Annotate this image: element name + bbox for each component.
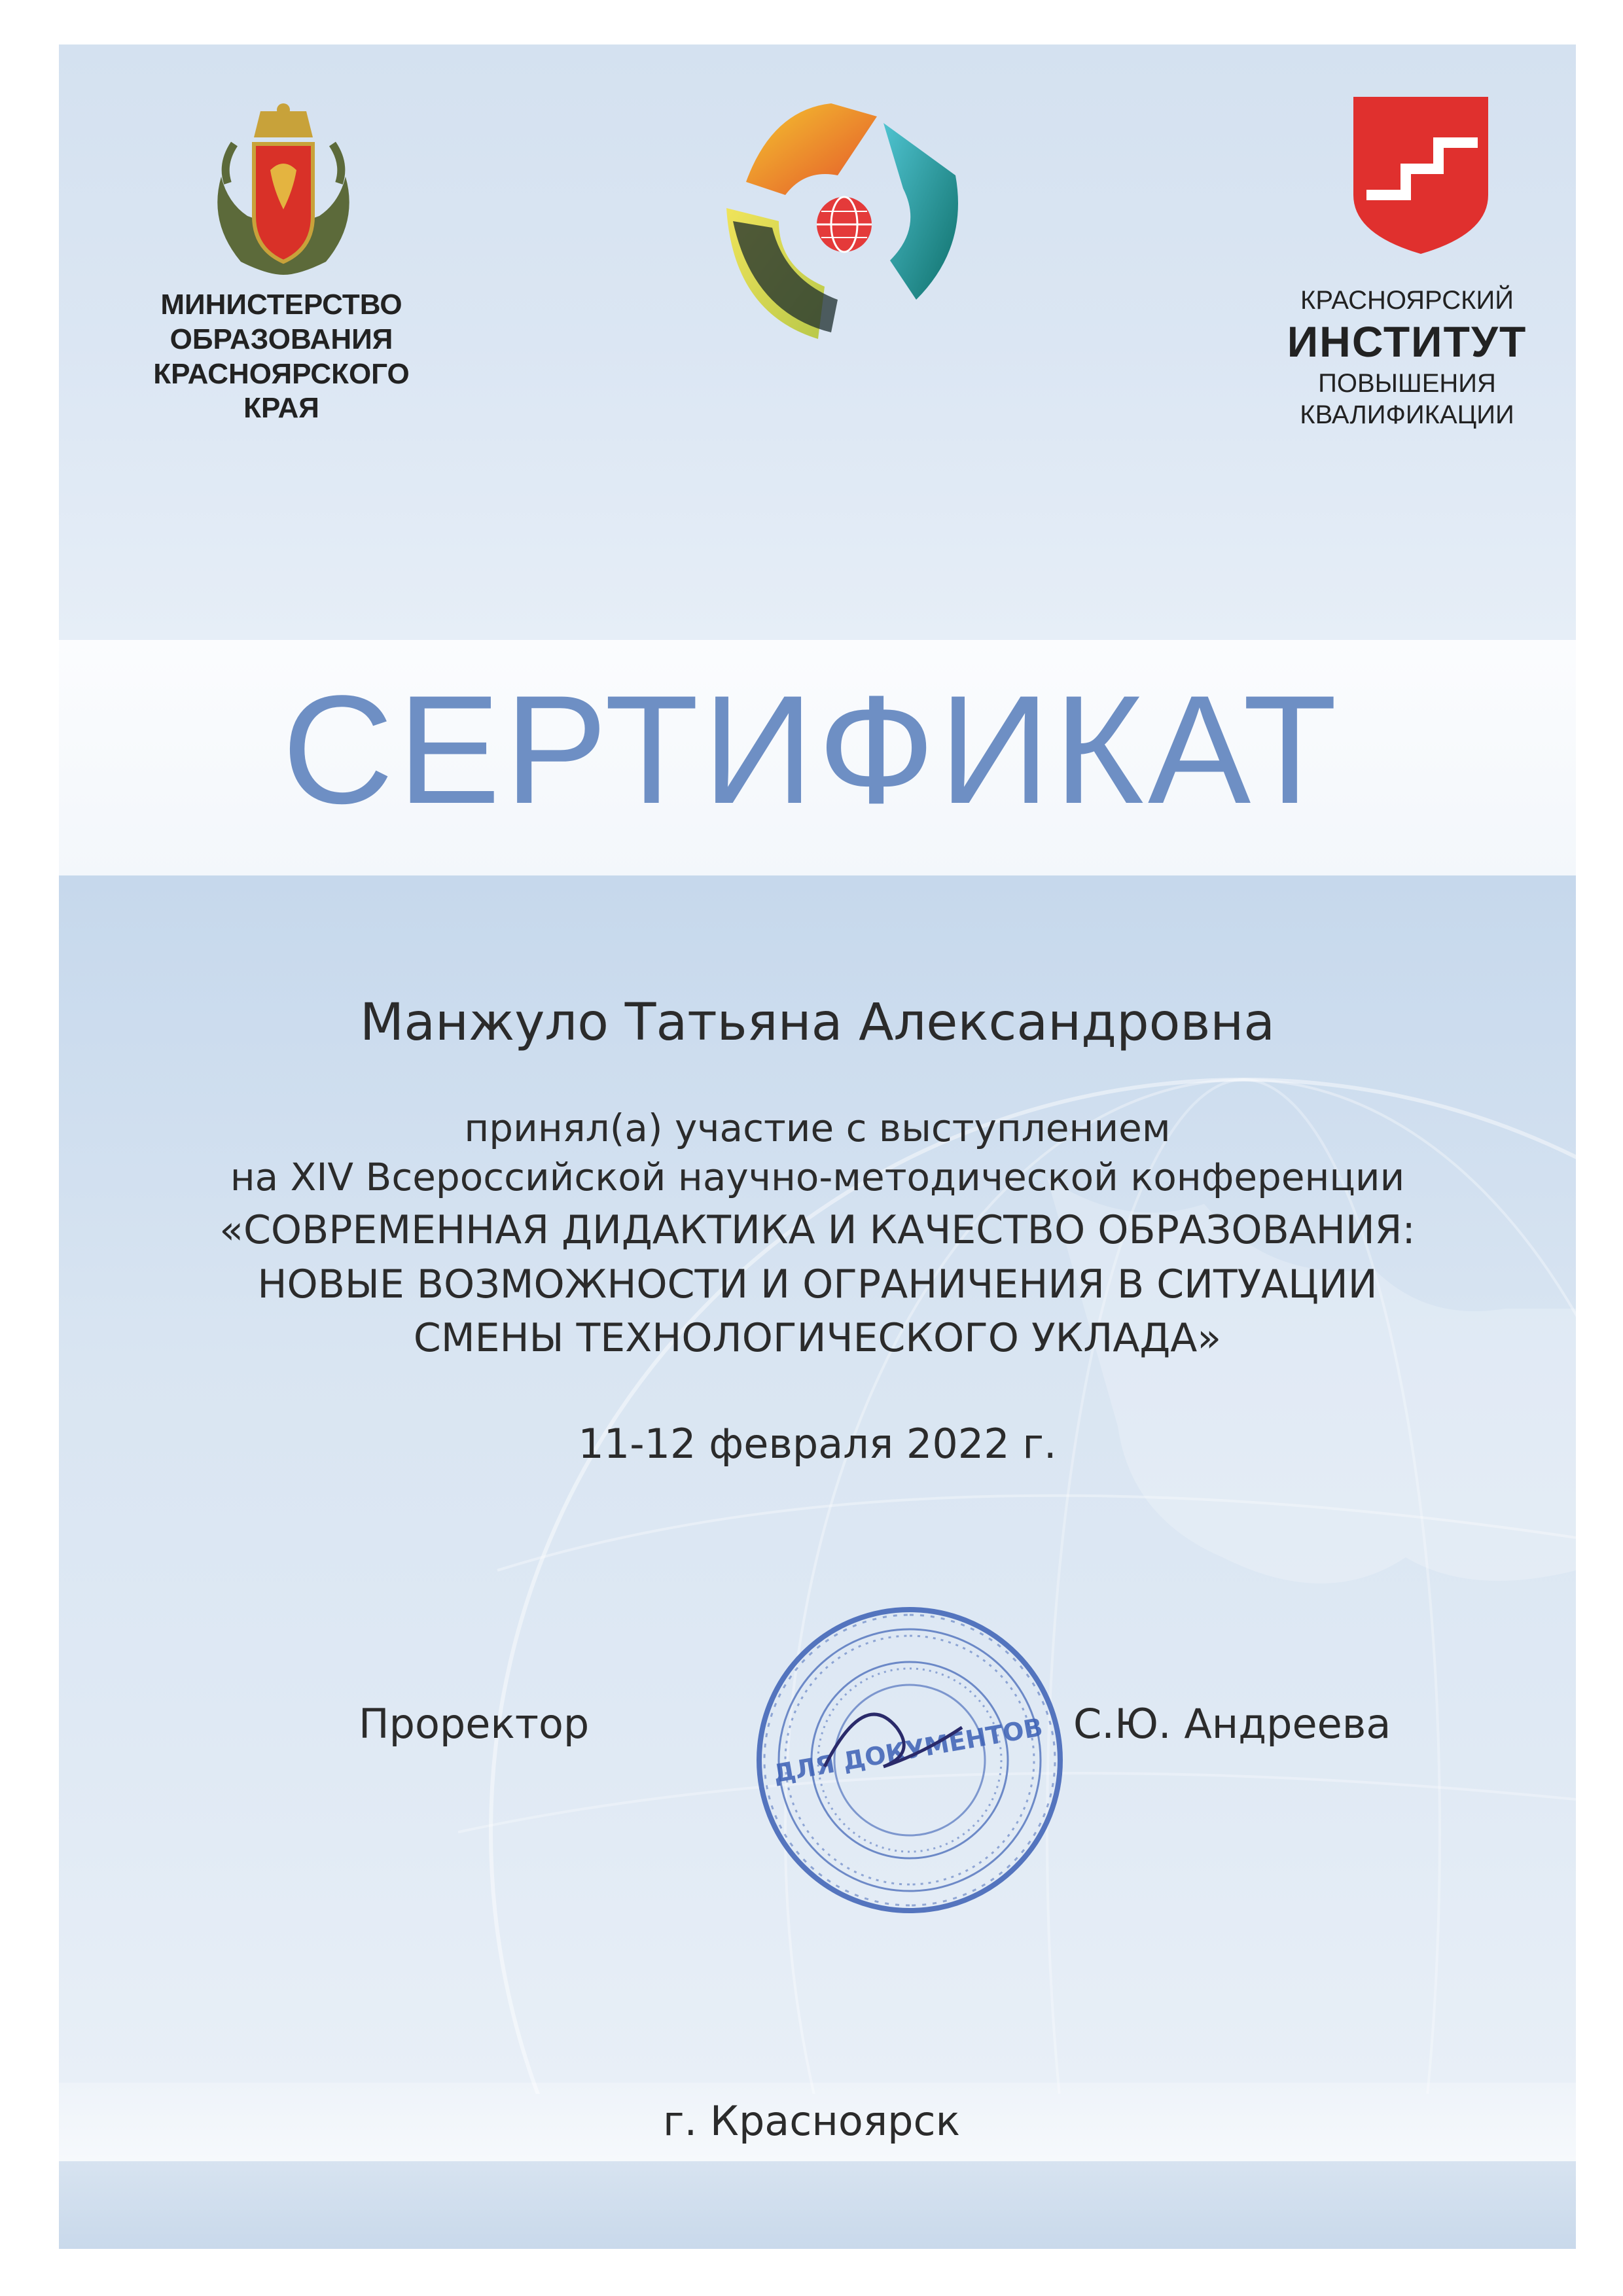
city-label: г. Красноярск [662, 2097, 961, 2145]
institute-title [1237, 285, 1577, 431]
ministry-line-1: МИНИСТЕРСТВО [160, 289, 402, 321]
bottom-band [59, 2161, 1576, 2249]
conference-line: на XIV Всероссийской научно-методической конференции [230, 1155, 1405, 1199]
participation-line: принял(а) участие с выступлением [464, 1106, 1171, 1150]
theme-line-2: НОВЫЕ ВОЗМОЖНОСТИ И ОГРАНИЧЕНИЯ В СИТУАЦИИ [257, 1262, 1378, 1307]
recipient-name: Манжуло Татьяна Александровна [359, 993, 1275, 1052]
conference-date: 11-12 февраля 2022 г. [578, 1420, 1057, 1468]
institute-line-2: ИНСТИТУТ [1287, 317, 1527, 366]
official-stamp [746, 1597, 1073, 1924]
institute-line-1: КРАСНОЯРСКИЙ [1300, 286, 1514, 315]
institute-shield-icon [1353, 97, 1488, 254]
conference-logo-icon [720, 97, 969, 345]
theme-line-3: СМЕНЫ ТЕХНОЛОГИЧЕСКОГО УКЛАДА» [413, 1315, 1222, 1361]
signatory-name: С.Ю. Андреева [1073, 1700, 1391, 1748]
certificate-title: СЕРТИФИКАТ [281, 663, 1342, 836]
ministry-line-4: КРАЯ [243, 392, 319, 425]
institute-line-3: ПОВЫШЕНИЯ [1318, 369, 1496, 398]
ministry-line-2: ОБРАЗОВАНИЯ [169, 323, 393, 355]
signatory-role: Проректор [359, 1700, 590, 1748]
ministry-line-3: КРАСНОЯРСКОГО [153, 357, 410, 390]
ministry-title [131, 288, 432, 426]
institute-line-4: КВАЛИФИКАЦИИ [1300, 400, 1514, 430]
svg-text:ДЛЯ ДОКУМЕНТОВ: ДЛЯ ДОКУМЕНТОВ [771, 1712, 1045, 1789]
theme-line-1: «СОВРЕМЕННАЯ ДИДАКТИКА И КАЧЕСТВО ОБРАЗОВАНИЯ: [219, 1207, 1416, 1253]
coat-of-arms-icon [208, 98, 359, 275]
